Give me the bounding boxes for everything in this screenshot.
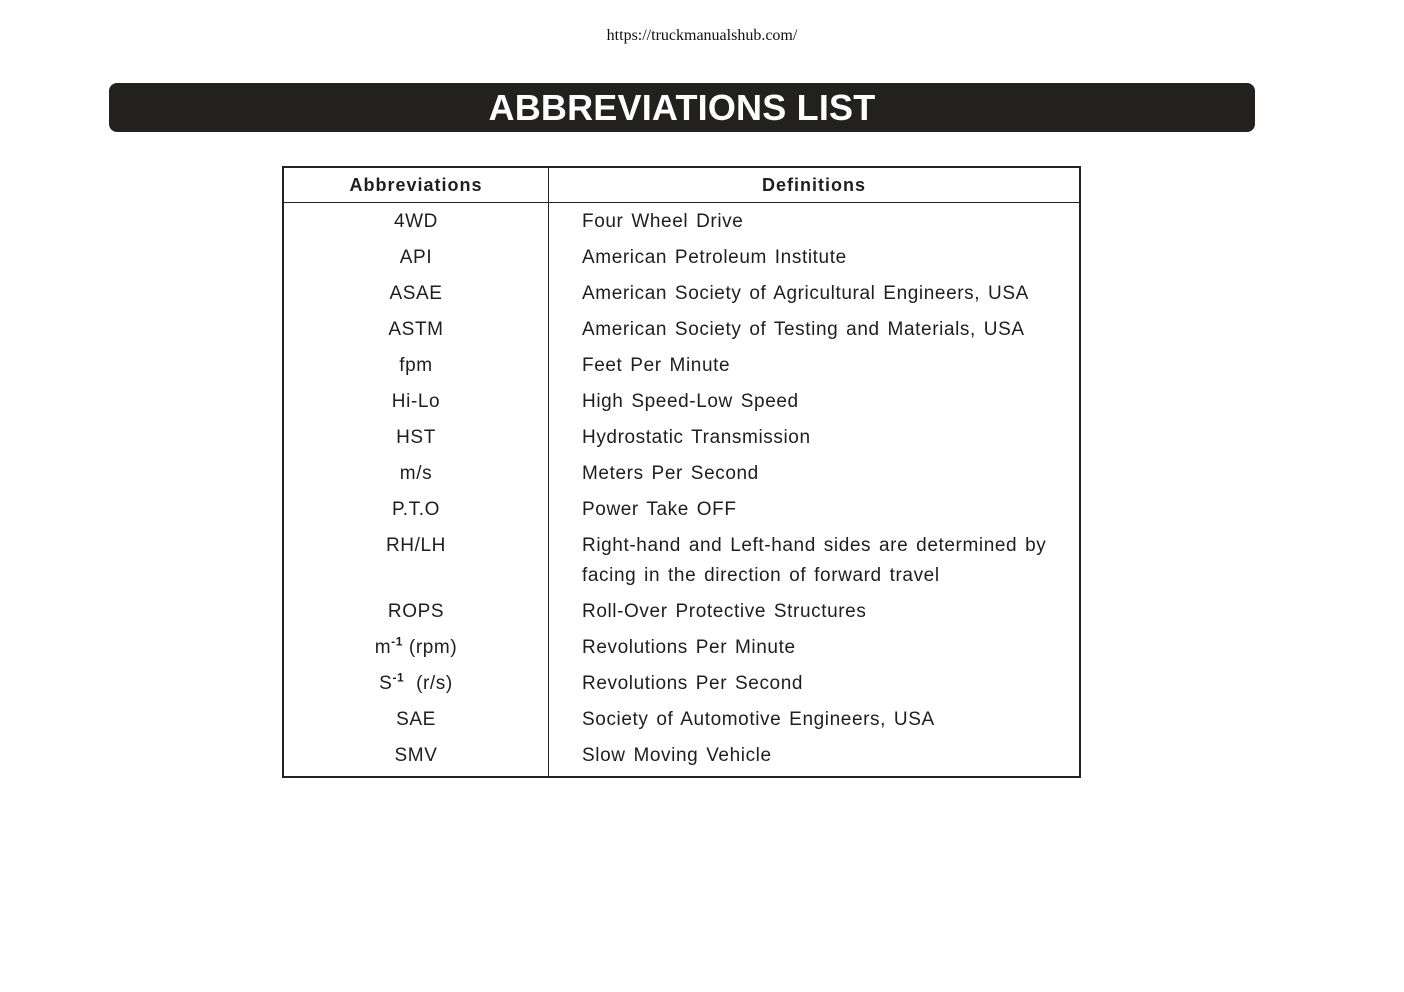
table-row — [283, 240, 1080, 276]
abbreviation-cell: HST — [396, 427, 436, 448]
abbreviation-cell: API — [399, 247, 433, 268]
abbreviations-table — [282, 166, 1081, 778]
abbreviation-cell — [284, 666, 548, 702]
abbreviation-cell — [284, 630, 548, 666]
table-header-row — [283, 167, 1080, 203]
definition-cell: American Petroleum Institute — [582, 247, 847, 268]
table-row — [283, 666, 1080, 702]
abbreviation-cell: RH/LH — [385, 535, 446, 556]
column-header-abbreviations: Abbreviations — [283, 167, 549, 203]
abbreviation-cell: ASAE — [389, 283, 443, 304]
abbreviation-base: m — [374, 637, 392, 658]
table-row — [283, 312, 1080, 348]
table-row — [283, 630, 1080, 666]
title-banner — [109, 83, 1255, 132]
definition-cell: Revolutions Per Second — [582, 673, 804, 694]
table-row — [283, 594, 1080, 630]
definition-cell: High Speed-Low Speed — [582, 391, 799, 412]
definition-cell: Four Wheel Drive — [582, 211, 744, 232]
abbreviation-suffix: (rpm) — [403, 637, 458, 658]
page-title: ABBREVIATIONS LIST — [488, 86, 876, 128]
table-row — [283, 276, 1080, 312]
table-row — [283, 492, 1080, 528]
table-row — [283, 528, 1080, 594]
abbreviation-superscript: -1 — [391, 634, 404, 649]
abbreviation-cell: m/s — [399, 463, 433, 484]
definition-cell: Meters Per Second — [582, 463, 759, 484]
abbreviation-cell: fpm — [399, 355, 433, 376]
abbreviation-suffix: (r/s) — [404, 673, 453, 694]
definition-cell: American Society of Agricultural Engineers, USA — [582, 283, 1029, 304]
definition-cell: Society of Automotive Engineers, USA — [582, 709, 935, 730]
table-row — [283, 702, 1080, 738]
abbreviation-cell: P.T.O — [391, 499, 441, 520]
table-row — [283, 348, 1080, 384]
table-row — [283, 203, 1080, 241]
column-header-definitions: Definitions — [549, 167, 1081, 203]
definition-cell: Hydrostatic Transmission — [582, 427, 811, 448]
definition-cell: Roll-Over Protective Structures — [582, 601, 867, 622]
abbreviation-cell: ROPS — [387, 601, 445, 622]
definition-cell: Revolutions Per Minute — [582, 637, 796, 658]
abbreviation-base: S — [379, 673, 393, 694]
page-url: https://truckmanualshub.com/ — [606, 27, 798, 44]
definition-cell: Right-hand and Left-hand sides are determined by facing in the direction of forward travel — [582, 535, 1047, 586]
table-row — [283, 738, 1080, 777]
abbreviation-cell: ASTM — [388, 319, 444, 340]
table-row — [283, 456, 1080, 492]
definition-cell: Feet Per Minute — [582, 355, 731, 376]
abbreviation-cell: Hi-Lo — [391, 391, 441, 412]
abbreviation-cell: 4WD — [393, 211, 439, 232]
definition-cell: Slow Moving Vehicle — [582, 745, 772, 766]
table-row — [283, 384, 1080, 420]
abbreviation-cell: SAE — [396, 709, 436, 730]
definition-cell: American Society of Testing and Materials, USA — [582, 319, 1025, 340]
table-row — [283, 420, 1080, 456]
abbreviation-cell: SMV — [394, 745, 438, 766]
definition-cell: Power Take OFF — [582, 499, 737, 520]
abbreviation-superscript: -1 — [392, 670, 405, 685]
